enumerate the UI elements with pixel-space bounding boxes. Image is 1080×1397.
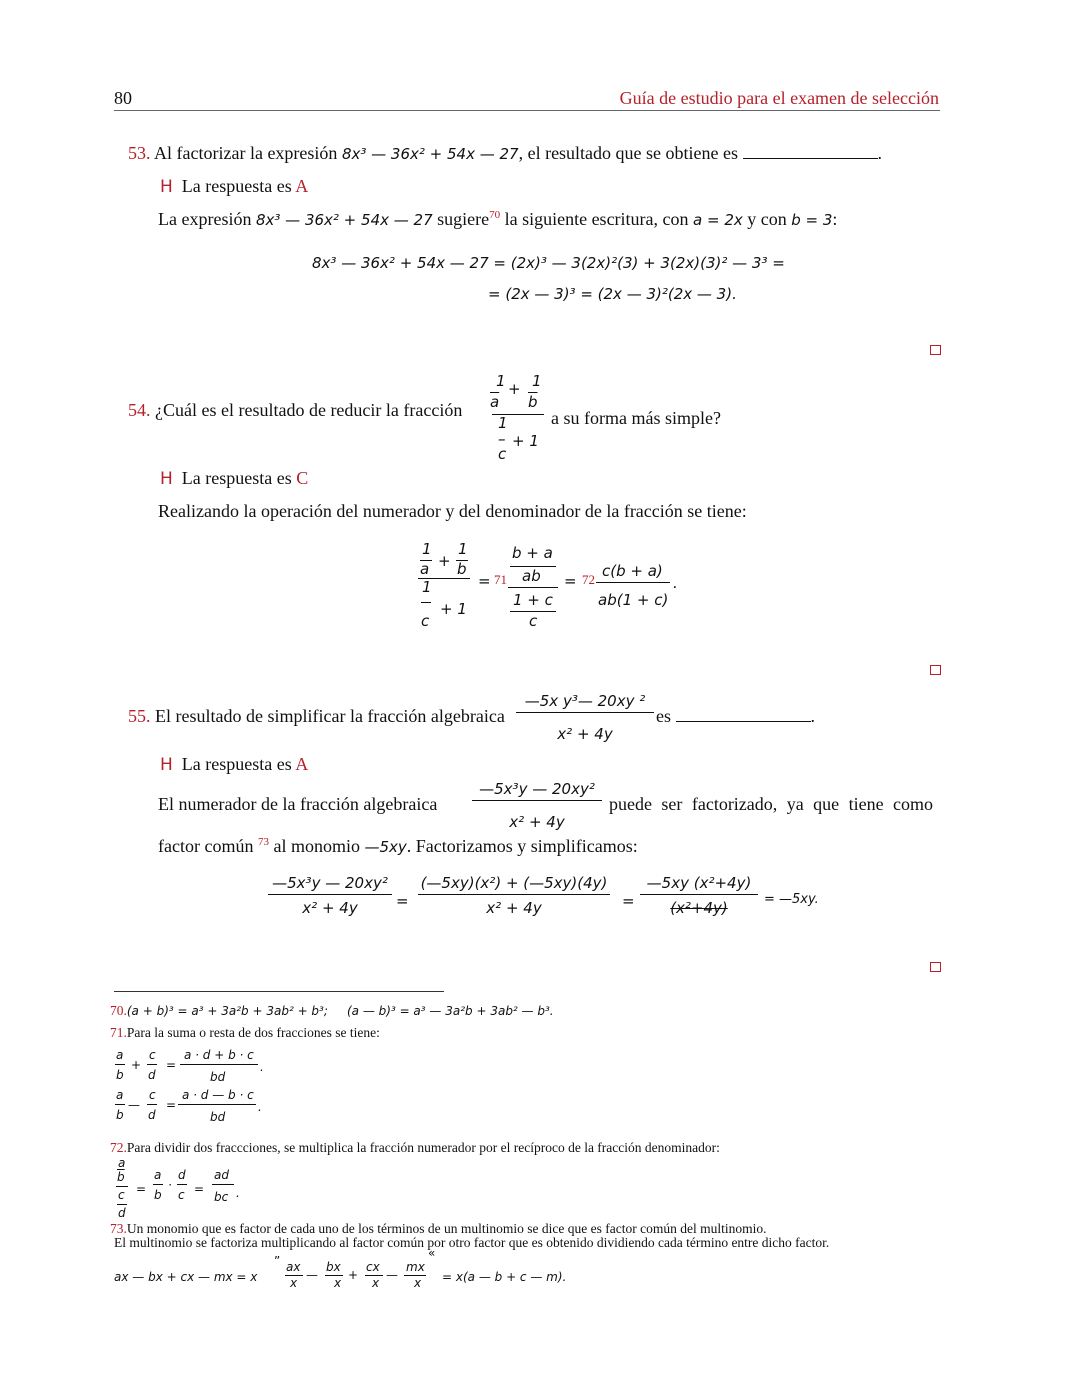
footnote-70: 70.(a + b)³ = a³ + 3a²b + 3ab² + b³; (a — b)³ = a³ — 3a²b + 3ab² — b³. — [110, 1003, 554, 1018]
running-title: Guía de estudio para el examen de selección — [619, 88, 939, 108]
footnote-ref-71[interactable]: 71 — [494, 572, 507, 587]
footnote-71: 71.Para la suma o resta de dos fracciones se tiene: — [110, 1025, 380, 1040]
footnote-71-formulas: a b + c d = a · d + b · c bd . a b — c d = a · d — b · c bd . — [116, 1048, 264, 1124]
footnote-ref-70[interactable]: 70 — [489, 209, 501, 221]
answer-letter: A — [295, 754, 309, 774]
footnote-73-formula: ax — bx + cx — mx = x ” ax x — bx x + cx x — mx x « = x(a — b + c — m). — [114, 1246, 567, 1290]
footnote-ref-72[interactable]: 72 — [582, 572, 595, 587]
problem-55-answer: H La respuesta es A — [160, 754, 309, 775]
problem-55-derivation: —5x³y — 20xy² x² + 4y = (—5xy)(x²) + (—5xy)(4y) x² + 4y = $\frac{\text{—5xy (x²+4y)}}{\text{(x²+4y)}}$ = —5xy. — [268, 874, 828, 930]
footnote-ref-73[interactable]: 73 — [257, 836, 269, 848]
problem-54-derivation: 1 + 1 a b 1 + 1 c = 71 b + a ab 1 + c c = 72 c(b + a) ab(1 + c) . — [420, 540, 678, 630]
problem-number: 53. — [128, 143, 151, 163]
hint-marker-icon: H — [160, 177, 173, 197]
explanation-fraction: —5x³y — 20xy² x² + 4y — [472, 780, 602, 831]
problem-number: 54. — [128, 400, 151, 420]
equation-line-1: 8x³ — 36x² + 54x — 27 = (2x)³ — 3(2x)²(3) + 3(2x)(3)² — 3³ = — [312, 254, 785, 272]
footnote-72-formula: a $\overline{b}$ c d = a b · d c = ad bc . — [117, 1156, 240, 1220]
footnote-73: 73.Un monomio que es factor de cada uno de los términos de un multinomio se dice que es factor común del multinomio. El multinomio se factoriza multiplicando al factor común por otro factor que es obtenido dividiendo cada término entre dicho factor. — [110, 1221, 830, 1250]
hint-marker-icon: H — [160, 755, 173, 775]
hint-marker-icon: H — [160, 469, 173, 489]
header-rule — [114, 110, 940, 111]
problem-54-fraction: 1 + 1 $\overline{a}$ $\overline{b}$ 1 – + 1 c — [490, 372, 546, 464]
problem-54-question: 54. ¿Cuál es el resultado de reducir la fracción — [128, 400, 463, 420]
problem-53-explanation: La expresión 8x³ — 36x² + 54x — 27 sugiere$^{70}$ la siguiente escritura, con a = 2x y con b = 3: — [158, 209, 838, 229]
cancelled-numerator: —5xy (x²+4y) — [640, 874, 758, 895]
problem-54-answer: H La respuesta es C — [160, 468, 309, 489]
qed-box-icon — [930, 665, 941, 675]
cancelled-denominator: (x²+4y) — [670, 899, 728, 917]
question-suffix: a su forma más simple? — [551, 408, 721, 428]
answer-letter: C — [296, 468, 309, 488]
problem-55-question: 55. El resultado de simplificar la fracción algebraica — [128, 706, 505, 726]
qed-box-icon — [930, 345, 941, 355]
problem-53-question: 53. Al factorizar la expresión 8x³ — 36x² + 54x — 27, el resultado que se obtiene es . — [128, 143, 883, 163]
problem-55-explanation-line2: factor común $^{73}$ al monomio —5xy. Factorizamos y simplificamos: — [158, 836, 638, 856]
problem-55-explanation-line1: El numerador de la fracción algebraica — [158, 794, 438, 814]
footnote-72: 72.Para dividir dos fraccciones, se multiplica la fracción numerador por el recíproco de la fracción denominador: — [110, 1140, 720, 1155]
answer-blank — [743, 144, 878, 159]
problem-53-answer: H La respuesta es A — [160, 176, 309, 197]
footnote-rule — [114, 991, 444, 992]
answer-letter: A — [295, 176, 309, 196]
problem-54-explanation: Realizando la operación del numerador y del denominador de la fracción se tiene: — [158, 501, 747, 521]
answer-blank — [676, 707, 811, 722]
problem-number: 55. — [128, 706, 151, 726]
page-number: 80 — [114, 88, 132, 108]
expression: 8x³ — 36x² + 54x — 27 — [341, 145, 519, 163]
problem-55-fraction: —5x y³— 20xy ² x² + 4y — [516, 692, 654, 743]
qed-box-icon — [930, 962, 941, 972]
equation-line-2: = (2x — 3)³ = (2x — 3)²(2x — 3). — [488, 285, 737, 303]
